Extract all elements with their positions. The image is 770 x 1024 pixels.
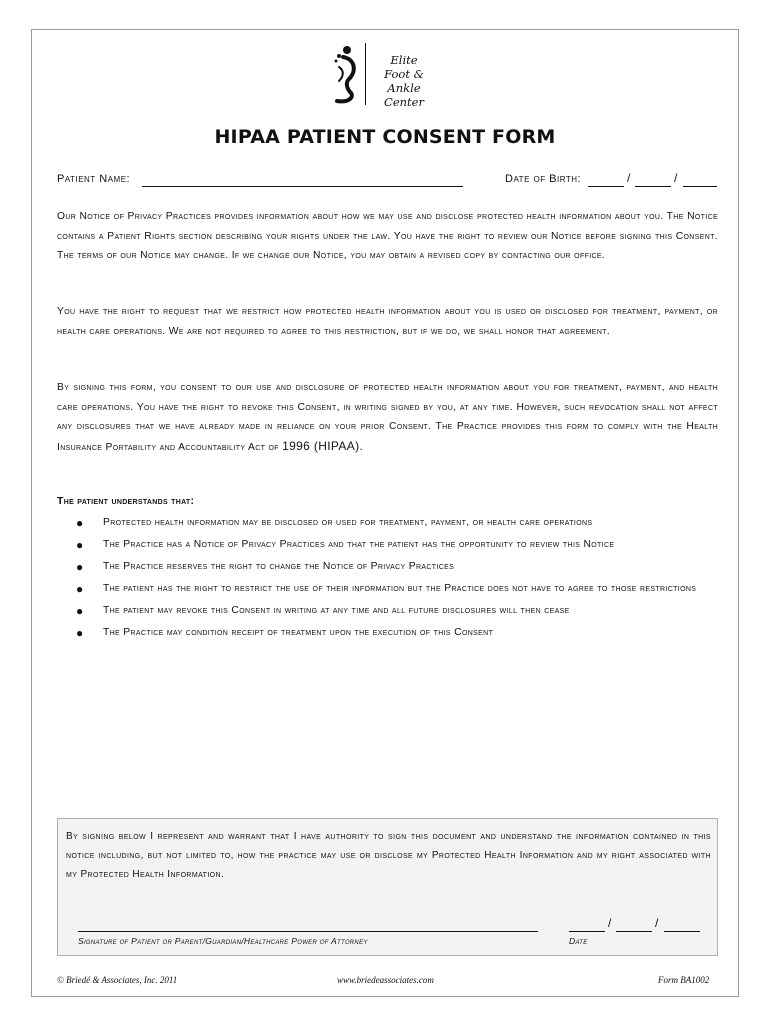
- logo-line-2: Foot & Ankle: [384, 67, 424, 95]
- list-item: [57, 556, 718, 578]
- patient-name-label: Patient Name:: [57, 173, 131, 185]
- footer-copyright: © Briedé & Associates, Inc. 2011: [57, 975, 178, 985]
- list-item: [57, 534, 718, 556]
- notice-paragraph: Our Notice of Privacy Practices provides information about how we may use and disclose protected health information about you. The Notice contains a Patient Rights section describing your rights under the law. You have the right to review our Notice before signing this Consent. The terms of our Notice may change. If we change our Notice, you may obtain a revised copy by contacting our office.: [57, 211, 718, 261]
- list-item: [57, 578, 718, 600]
- footer-website: www.briedeassociates.com: [337, 975, 434, 985]
- footer-form-id: Form BA1002: [658, 975, 710, 985]
- understands-list: [57, 512, 718, 644]
- bullet-icon: ●: [76, 582, 84, 596]
- list-item: [57, 622, 718, 644]
- logo-divider: [365, 43, 366, 105]
- list-item-text: Protected health information may be disclosed or used for treatment, payment, or health care operations: [103, 517, 593, 528]
- consent-paragraph: [57, 378, 718, 457]
- dob-separator-1: /: [627, 171, 631, 185]
- list-item-text: The patient has the right to restrict the use of their information but the Practice does not have to agree to those restrictions: [103, 583, 697, 594]
- understands-heading: The patient understands that:: [57, 495, 195, 507]
- date-caption: Date: [569, 936, 588, 946]
- signature-box: [57, 818, 718, 956]
- sign-date-year-field[interactable]: [664, 917, 700, 932]
- consent-paragraph-tail: 1996 (HIPAA).: [282, 438, 364, 453]
- list-item-text: The Practice has a Notice of Privacy Practices and that the patient has the opportunity to review this Notice: [103, 539, 615, 550]
- logo-text: [371, 53, 437, 109]
- restriction-paragraph: You have the right to request that we restrict how protected health information about you is used or disclosed for treatment, payment, or health care operations. We are not required to agree to this restriction, but if we do, we shall honor that agreement.: [57, 306, 718, 337]
- dob-month-field[interactable]: [588, 172, 624, 187]
- bullet-icon: ●: [76, 560, 84, 574]
- bullet-icon: ●: [76, 538, 84, 552]
- list-item-text: The Practice reserves the right to change the Notice of Privacy Practices: [103, 561, 455, 572]
- signature-statement: By signing below I represent and warrant that I have authority to sign this document and understand the information contained in this notice including, but not limited to, how the practice may use or disclose my Protected Health Information and my right associated with my Protected Health Information.: [66, 831, 711, 880]
- logo-line-1: Elite: [390, 53, 418, 67]
- consent-paragraph-main: By signing this form, you consent to our use and disclosure of protected health information about you for treatment, payment, and health care operations. You have the right to revoke this Consent, in writing signed by you, at any time. However, such revocation shall not affect any disclosures that we have already made in reliance on your prior Consent. The Practice provides this form to comply with the Health Insurance Portability and Accountability Act of: [57, 382, 718, 453]
- dob-separator-2: /: [674, 171, 678, 185]
- signature-field[interactable]: [78, 917, 538, 932]
- practice-logo: [327, 41, 457, 107]
- list-item: [57, 600, 718, 622]
- sign-date-separator-1: /: [608, 916, 612, 930]
- sign-date-month-field[interactable]: [569, 917, 605, 932]
- sign-date-separator-2: /: [655, 916, 659, 930]
- logo-line-3: Center: [384, 95, 424, 109]
- bullet-icon: ●: [76, 516, 84, 530]
- patient-name-field[interactable]: [142, 172, 463, 187]
- list-item-text: The patient may revoke this Consent in writing at any time and all future disclosures will then cease: [103, 605, 570, 616]
- dob-day-field[interactable]: [635, 172, 671, 187]
- dob-year-field[interactable]: [683, 172, 717, 187]
- signature-caption: Signature of Patient or Parent/Guardian/Healthcare Power of Attorney: [78, 936, 368, 946]
- dob-label: Date of Birth:: [505, 173, 582, 185]
- bullet-icon: ●: [76, 626, 84, 640]
- sign-date-day-field[interactable]: [616, 917, 652, 932]
- list-item-text: The Practice may condition receipt of treatment upon the execution of this Consent: [103, 627, 494, 638]
- bullet-icon: ●: [76, 604, 84, 618]
- foot-figure-icon: [327, 43, 363, 107]
- form-title: HIPAA PATIENT CONSENT FORM: [214, 126, 556, 148]
- list-item: [57, 512, 718, 534]
